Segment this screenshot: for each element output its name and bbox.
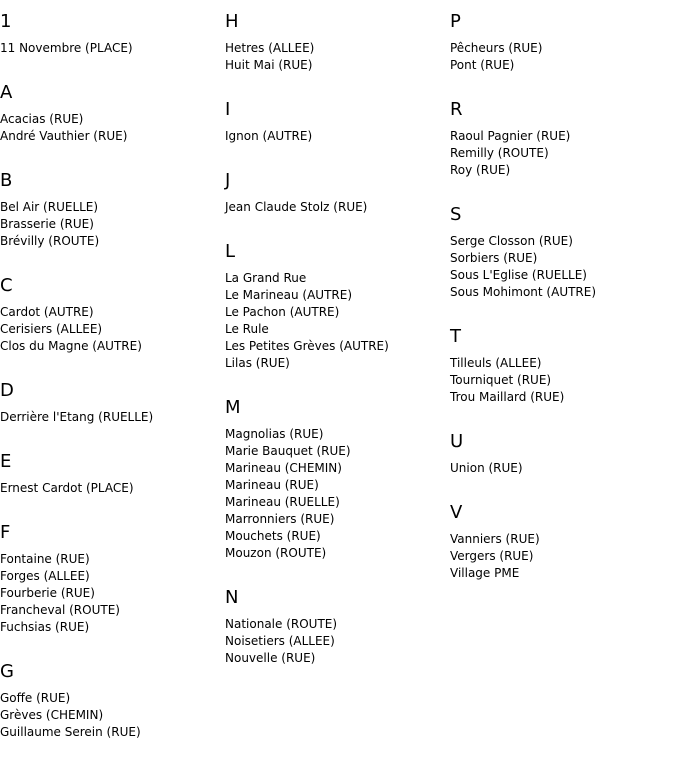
- group-spacer: [225, 74, 450, 88]
- street-link[interactable]: Marineau (RUE): [225, 478, 319, 492]
- street-link[interactable]: Le Rule: [225, 322, 269, 336]
- letter-heading: G: [0, 661, 14, 682]
- street-link[interactable]: Cardot (AUTRE): [0, 305, 94, 319]
- group-spacer: [450, 582, 675, 596]
- letter-heading: D: [0, 380, 14, 401]
- letter-heading: M: [225, 397, 241, 418]
- street-link[interactable]: Le Marineau (AUTRE): [225, 288, 353, 302]
- street-link[interactable]: Serge Closson (RUE): [450, 234, 573, 248]
- group-spacer: [0, 426, 225, 440]
- street-link[interactable]: Lilas (RUE): [225, 356, 290, 370]
- street-link[interactable]: Noisetiers (ALLEE): [225, 634, 335, 648]
- street-link[interactable]: Marronniers (RUE): [225, 512, 335, 526]
- letter-group: [450, 431, 675, 491]
- street-index-column-2: [225, 0, 450, 681]
- street-link[interactable]: Grèves (CHEMIN): [0, 708, 104, 722]
- street-link[interactable]: Tilleuls (ALLEE): [450, 356, 542, 370]
- street-link[interactable]: La Grand Rue: [225, 271, 307, 285]
- letter-group: [225, 170, 450, 230]
- letter-group: [0, 170, 225, 264]
- group-spacer: [0, 497, 225, 511]
- street-link[interactable]: Acacias (RUE): [0, 112, 84, 126]
- street-link[interactable]: Bel Air (RUELLE): [0, 200, 99, 214]
- letter-heading: L: [225, 241, 236, 262]
- letter-group: [225, 11, 450, 88]
- street-link[interactable]: Remilly (ROUTE): [450, 146, 549, 160]
- letter-group: [0, 380, 225, 440]
- street-link[interactable]: Village PME: [450, 566, 520, 580]
- street-link[interactable]: Fuchsias (RUE): [0, 620, 90, 634]
- street-link[interactable]: Derrière l'Etang (RUELLE): [0, 410, 154, 424]
- street-link[interactable]: Huit Mai (RUE): [225, 58, 313, 72]
- letter-group: [450, 11, 675, 88]
- group-spacer: [450, 406, 675, 420]
- street-link[interactable]: 11 Novembre (PLACE): [0, 41, 133, 55]
- street-link[interactable]: Nouvelle (RUE): [225, 651, 316, 665]
- letter-heading: C: [0, 275, 13, 296]
- street-index-column-3: [450, 0, 675, 596]
- group-spacer: [0, 250, 225, 264]
- letter-heading: B: [0, 170, 13, 191]
- street-link[interactable]: Sorbiers (RUE): [450, 251, 538, 265]
- street-link[interactable]: Mouchets (RUE): [225, 529, 321, 543]
- street-link[interactable]: Les Petites Grèves (AUTRE): [225, 339, 389, 353]
- street-link[interactable]: Fontaine (RUE): [0, 552, 90, 566]
- street-link[interactable]: Jean Claude Stolz (RUE): [225, 200, 368, 214]
- letter-heading: I: [225, 99, 231, 120]
- group-spacer: [0, 741, 225, 755]
- group-spacer: [450, 179, 675, 193]
- street-link[interactable]: Pont (RUE): [450, 58, 515, 72]
- group-spacer: [450, 301, 675, 315]
- group-spacer: [225, 145, 450, 159]
- group-spacer: [225, 562, 450, 576]
- letter-heading: H: [225, 11, 239, 32]
- letter-heading: R: [450, 99, 463, 120]
- street-link[interactable]: Goffe (RUE): [0, 691, 71, 705]
- street-link[interactable]: Hetres (ALLEE): [225, 41, 315, 55]
- letter-heading: N: [225, 587, 239, 608]
- letter-group: [0, 451, 225, 511]
- letter-group: [450, 502, 675, 596]
- street-link[interactable]: Roy (RUE): [450, 163, 511, 177]
- letter-group: [450, 204, 675, 315]
- street-link[interactable]: Trou Maillard (RUE): [450, 390, 565, 404]
- street-link[interactable]: Union (RUE): [450, 461, 523, 475]
- letter-heading: T: [450, 326, 461, 347]
- letter-group: [0, 82, 225, 159]
- street-link[interactable]: Magnolias (RUE): [225, 427, 324, 441]
- letter-group: [0, 661, 225, 755]
- street-link[interactable]: Marineau (CHEMIN): [225, 461, 342, 475]
- street-link[interactable]: Vergers (RUE): [450, 549, 534, 563]
- street-link[interactable]: Marie Bauquet (RUE): [225, 444, 351, 458]
- group-spacer: [450, 74, 675, 88]
- group-spacer: [225, 216, 450, 230]
- street-link[interactable]: Sous L'Eglise (RUELLE): [450, 268, 587, 282]
- street-link[interactable]: Clos du Magne (AUTRE): [0, 339, 142, 353]
- street-link[interactable]: Nationale (ROUTE): [225, 617, 338, 631]
- street-link[interactable]: Fourberie (RUE): [0, 586, 95, 600]
- letter-heading: A: [0, 82, 13, 103]
- street-link[interactable]: Guillaume Serein (RUE): [0, 725, 141, 739]
- letter-group: [225, 587, 450, 681]
- letter-heading: 1: [0, 11, 12, 32]
- letter-heading: U: [450, 431, 464, 452]
- street-link[interactable]: Brasserie (RUE): [0, 217, 94, 231]
- letter-heading: F: [0, 522, 11, 543]
- street-link[interactable]: André Vauthier (RUE): [0, 129, 128, 143]
- letter-group: [225, 397, 450, 576]
- street-index-column-1: [0, 0, 225, 755]
- street-link[interactable]: Ignon (AUTRE): [225, 129, 313, 143]
- letter-heading: S: [450, 204, 462, 225]
- group-spacer: [225, 667, 450, 681]
- street-link[interactable]: Tourniquet (RUE): [450, 373, 552, 387]
- letter-group: [0, 522, 225, 650]
- letter-group: [450, 99, 675, 193]
- letter-group: [450, 326, 675, 420]
- letter-group: [225, 241, 450, 386]
- street-link[interactable]: Vanniers (RUE): [450, 532, 540, 546]
- street-link[interactable]: Sous Mohimont (AUTRE): [450, 285, 597, 299]
- street-link[interactable]: Ernest Cardot (PLACE): [0, 481, 134, 495]
- group-spacer: [450, 477, 675, 491]
- letter-heading: V: [450, 502, 463, 523]
- group-spacer: [0, 636, 225, 650]
- letter-group: [0, 11, 225, 71]
- street-link[interactable]: Marineau (RUELLE): [225, 495, 340, 509]
- street-link[interactable]: Francheval (ROUTE): [0, 603, 120, 617]
- street-link[interactable]: Pêcheurs (RUE): [450, 41, 543, 55]
- street-link[interactable]: Raoul Pagnier (RUE): [450, 129, 571, 143]
- letter-heading: J: [225, 170, 231, 191]
- street-link[interactable]: Le Pachon (AUTRE): [225, 305, 340, 319]
- street-link[interactable]: Cerisiers (ALLEE): [0, 322, 103, 336]
- group-spacer: [0, 355, 225, 369]
- group-spacer: [0, 57, 225, 71]
- street-link[interactable]: Brévilly (ROUTE): [0, 234, 100, 248]
- street-link[interactable]: Mouzon (ROUTE): [225, 546, 327, 560]
- group-spacer: [225, 372, 450, 386]
- group-spacer: [0, 145, 225, 159]
- street-link[interactable]: Forges (ALLEE): [0, 569, 90, 583]
- letter-heading: E: [0, 451, 12, 472]
- letter-group: [225, 99, 450, 159]
- letter-heading: P: [450, 11, 461, 32]
- letter-group: [0, 275, 225, 369]
